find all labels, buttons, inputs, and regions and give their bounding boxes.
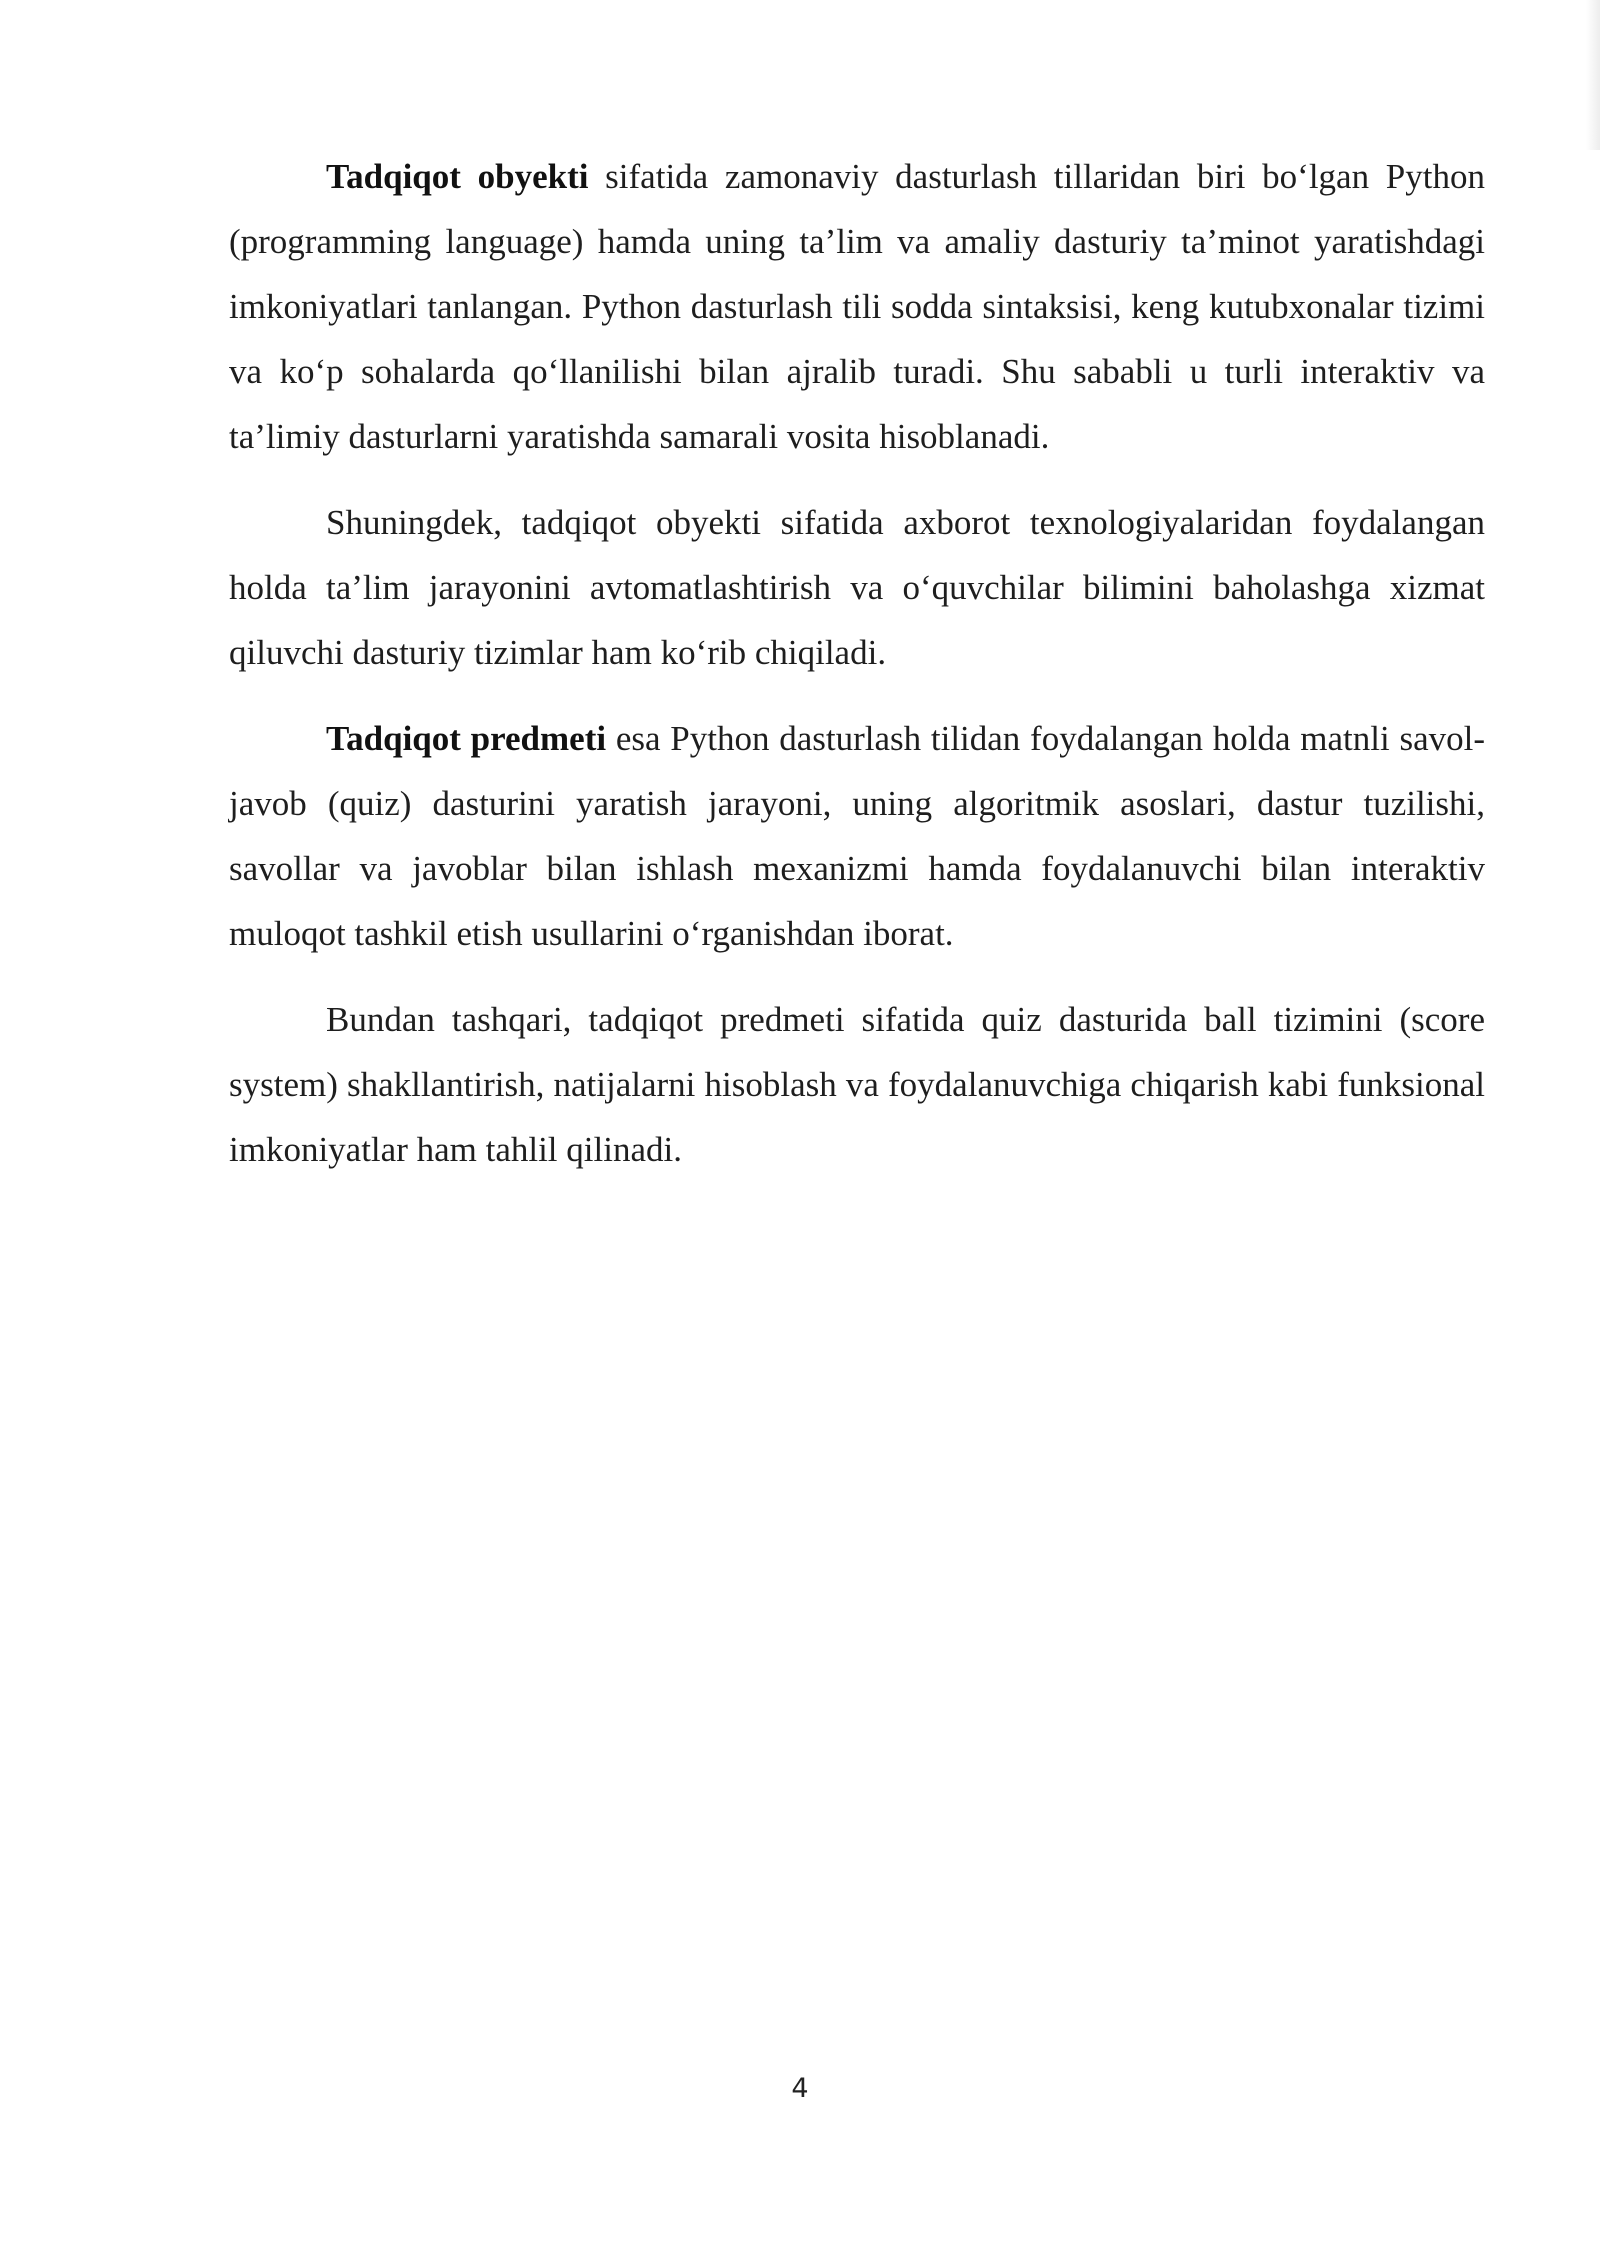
paragraph-research-subject-continued [229,987,1485,1182]
paragraph-text: esa Python dasturlash tilidan foydalangan holda matnli savol-javob (quiz) dasturini yaratish jarayoni, uning algoritmik asoslari, dastur tuzilishi, savollar va javoblar bilan ishlash mexanizmi hamda foydalanuvchi bilan interaktiv muloqot tashkil etish usullarini o‘rganishdan iborat. [229,719,1485,953]
paragraph-text: sifatida zamonaviy dasturlash tillaridan biri bo‘lgan Python (programming language) hamda uning ta’lim va amaliy dasturiy ta’minot yaratishdagi imkoniyatlari tanlangan. Python dasturlash tili sodda sintaksisi, keng kutubxonalar tizimi va ko‘p sohalarda qo‘llanilishi bilan ajralib turadi. Shu sababli u turli interaktiv va ta’limiy dasturlarni yaratishda samarali vosita hisoblanadi. [229,157,1485,456]
paragraph-text: Shuningdek, tadqiqot obyekti sifatida axborot texnologiyalaridan foydalangan holda ta’lim jarayonini avtomatlashtirish va o‘quvchilar bilimini baholashga xizmat qiluvchi dasturiy tizimlar ham ko‘rib chiqiladi. [229,503,1485,672]
page-number: 4 [791,2073,809,2104]
document-body [229,144,1485,1203]
paragraph-research-subject [229,706,1485,966]
paragraph-text: Bundan tashqari, tadqiqot predmeti sifatida quiz dasturida ball tizimini (score system) shakllantirish, natijalarni hisoblash va foydalanuvchiga chiqarish kabi funksional imkoniyatlar ham tahlil qilinadi. [229,1000,1485,1169]
paragraph-bold-lead: Tadqiqot obyekti [326,157,589,196]
paragraph-bold-lead: Tadqiqot predmeti [326,719,607,758]
paragraph-research-object [229,144,1485,469]
page-edge-shadow [1586,0,1600,150]
paragraph-research-object-continued [229,490,1485,685]
